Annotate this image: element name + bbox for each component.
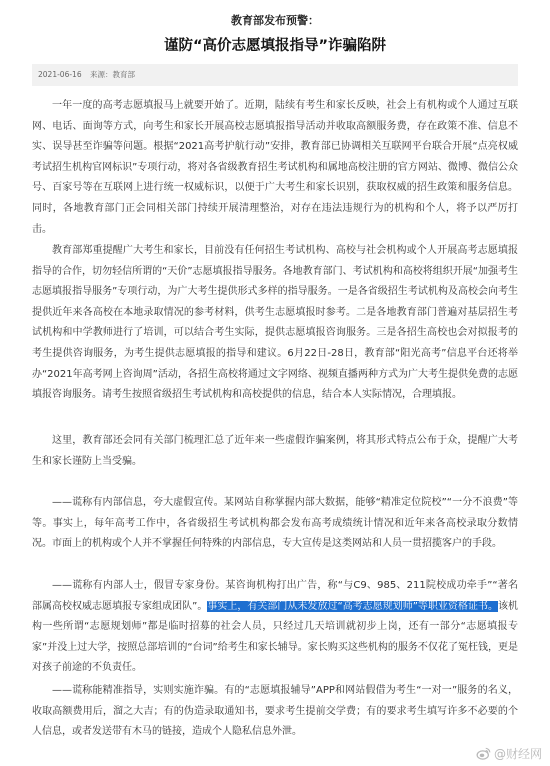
weibo-icon xyxy=(476,746,491,761)
article-meta-bar xyxy=(32,64,518,86)
watermark-text: @财经网 xyxy=(493,747,542,761)
paragraph-cases-intro: 这里，教育部还会同有关部门梳理汇总了近年来一些虚假诈骗案例，将其形式特点公布于众，提醒广大考生和家长谨防上当受骗。 xyxy=(32,435,518,467)
paragraph-case-inside-info: ——谎称有内部信息，夸大虚假宣传。某网站自称掌握内部大数据，能够“精准定位院校”“一分不浪费”等等。事实上，每年高考工作中，各省级招生考试机构都会发布高考成绩统计情况和近年来各高校录取分数情况。市面上的机构或个人并不掌握任何特殊的内部信息，专大宣传是这类网站和人员一贯招揽客户的手段。 xyxy=(32,497,518,550)
paragraph-case-fraud: ——谎称能精准指导，实则实施诈骗。有的“志愿填报辅导”APP和网站假借为考生“一对一”服务的名义，收取高额费用后，溜之大吉；有的伪造录取通知书，要求考生提前交学费；有的要求考生填写许多不必要的个人信息，或者发送带有木马的链接，造成个人隐私信息外泄。 xyxy=(32,685,518,738)
paragraph-reminder: 教育部郑重提醒广大考生和家长，目前没有任何招生考试机构、高校与社会机构或个人开展高考志愿填报指导的合作，切勿轻信所谓的“天价”志愿填报指导服务。各地教育部门、考试机构和高校将组织开展“加强考生志愿填报指导服务”专项行动，为广大考生提供形式多样的指导服务。一是各省级招生考试机构及高校会向考生提供近年来各高校在本地录取情况的参考材料，供考生志愿填报时参考。二是各地教育部门普遍对基层招生考试机构和中学教师进行了培训，可以结合考生实际，提供志愿填报咨询服务。三是各招生高校也会对拟报考的考生提供咨询服务，为考生提供志愿填报的指导和建议。6月22日-28日，教育部“阳光高考”信息平台还将举办“2021年高考网上咨询周”活动，各招生高校将通过文字网络、视频直播两种方式为广大考生提供免费的志愿填报咨询服务。请考生按照省级招生考试机构和高校提供的信息，结合本人实际情况，合理填报。 xyxy=(32,245,518,401)
watermark xyxy=(476,745,542,762)
paragraph-case-fake-experts xyxy=(32,576,518,679)
article-title: 谨防“高价志愿填报指导”诈骗陷阱 xyxy=(163,38,387,54)
article-source: 来源：教育部 xyxy=(89,70,135,79)
case-fake-experts-continued: 该机构一些所谓“志愿规划师”都是临时招募的社会人员，只经过几天培训就初步上岗，还有一部分“志愿填报专家”并没上过大学，按照总部培训的“台词”给考生和家长辅导。家长购买这些机构的服务不仅花了冤枉钱，更是对孩子前途的不负责任。 xyxy=(32,600,518,674)
case-fake-experts-text: ——谎称有内部人士，假冒专家身份。某咨询机构打出广告，称“与C9、985、211院校成功牵手”“著名部属高校权威志愿填报专家组成团队”。 xyxy=(32,580,518,612)
article-date: 2021-06-16 xyxy=(38,70,82,79)
highlighted-fact: 事实上，有关部门从未发放过“高考志愿规划师”等职业资格证书。 xyxy=(207,600,498,612)
paragraph-intro: 一年一度的高考志愿填报马上就要开始了。近期，陆续有考生和家长反映，社会上有机构或个人通过互联网、电话、面询等方式，向考生和家长开展高校志愿填报指导活动并收取高额服务费，存在政策不准、信息不实、误导甚至诈骗等问题。根据“2021高考护航行动”安排，教育部已协调相关互联网平台联合开展“点亮权威考试招生机构官网标识”专项行动，将对各省级教育招生考试机构和属地高校注册的官方网站、微博、微信公众号、百家号等在互联网上进行统一权威标识，以便于广大考生和家长识别，获取权威的招生政策和服务信息。同时，各地教育部门正会同相关部门持续开展清理整治，对存在违法违规行为的机构和个人，将予以严厉打击。 xyxy=(32,100,518,235)
article-kicker: 教育部发布预警： xyxy=(231,14,319,27)
